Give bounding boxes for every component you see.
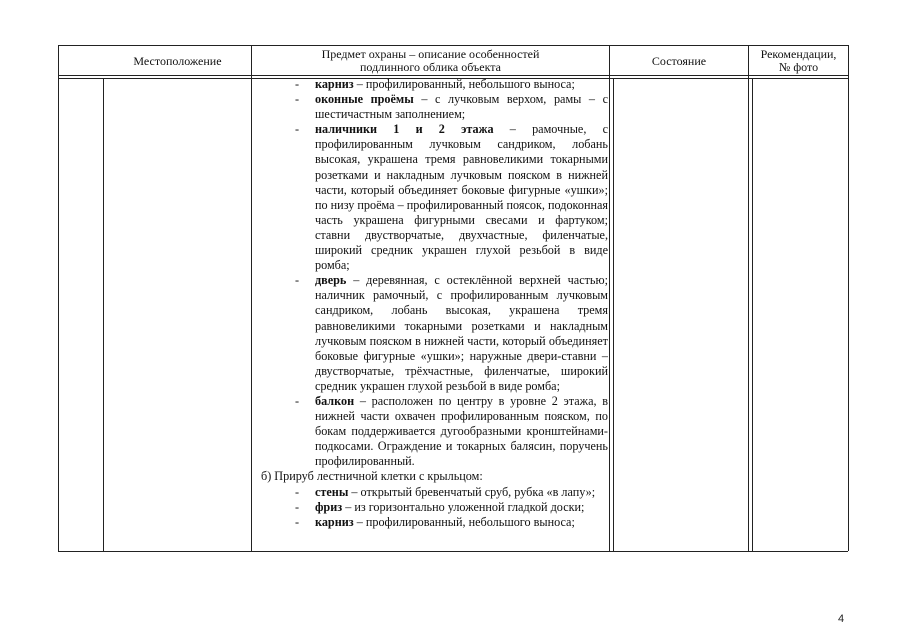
item-term: стены (315, 484, 349, 499)
item-text: – с лучковым верхом, рамы – с шестичастным заполнением; (315, 92, 608, 122)
location-column-divider (251, 45, 252, 551)
header-location (104, 45, 251, 77)
list-item (257, 485, 608, 500)
subject-column-divider (609, 45, 610, 551)
header-subject-line2: подлинного облика объекта (360, 60, 501, 74)
subsection-heading: б) Прируб лестничной клетки с крыльцом: (261, 469, 483, 484)
item-text: – расположен по центру в уровне 2 этажа, в нижней части охвачен профилированным пояском, по бокам поддерживается дугообразными кронштейнами-подкосами. Ограждение и токарных балясин, поручень профилированный. (315, 393, 608, 469)
header-subject (252, 45, 609, 77)
list-item (257, 92, 608, 122)
item-term: наличники 1 и 2 этажа (315, 122, 494, 137)
header-recommendations-line2: № фото (778, 60, 819, 74)
header-recommendations-line1: Рекомендации, (760, 47, 837, 61)
subject-description (257, 77, 608, 572)
first-column-divider (103, 78, 104, 551)
item-text: – деревянная, с остеклённой верхней частью; наличник рамочный, с профилированным лучковым сандриком, лобань высокая, украшена тремя равновеликими токарными розетками и накладным лучковым пояском в нижней части, который объединяет боковые фигурные «ушки»; наружные двери-ставни – двустворчатые, трёхчастные, филенчатые, широкий средник украшен глухой резьбой в виде ромба; (315, 273, 608, 393)
item-term: фриз (315, 499, 343, 514)
page-number: 4 (838, 613, 845, 625)
header-location-text: Местоположение (133, 53, 222, 68)
list-item (257, 515, 608, 530)
condition-column-divider (748, 45, 749, 551)
table-right-border (848, 45, 849, 551)
item-term: карниз (315, 514, 354, 529)
item-text: – рамочные, с профилированным лучковым сандриком, лобань высокая, украшена тремя равновеликими токарными розетками и накладным лучковым пояском в нижней части, который объединяет боковые фигурные «ушки»; по низу проёма – профилированный поясок, подоконная часть украшена фигурными свесами и фартуком; ставни двустворчатые, двухчастные, филенчатые, широкий средник украшен глухой резьбой в виде ромба; (315, 122, 608, 273)
list-item (257, 394, 608, 469)
item-text: – из горизонтально уложенной гладкой доски; (342, 499, 585, 514)
item-text: – профилированный, небольшого выноса; (353, 77, 575, 91)
list-item (257, 122, 608, 273)
list-item (257, 500, 608, 515)
document-table (58, 45, 848, 572)
item-text: – профилированный, небольшого выноса; (353, 514, 575, 529)
item-term: балкон (315, 393, 355, 408)
list-item (257, 77, 608, 92)
header-condition (610, 45, 748, 77)
item-text: – открытый бревенчатый сруб, рубка «в лапу»; (348, 484, 596, 499)
table-left-border (58, 45, 59, 551)
condition-column-divider-inner (752, 78, 753, 551)
list-item (257, 273, 608, 394)
item-term: оконные проёмы (315, 92, 414, 107)
item-term: карниз (315, 77, 354, 91)
item-term: дверь (315, 273, 347, 288)
header-recommendations (749, 45, 848, 77)
header-subject-line1: Предмет охраны – описание особенностей (321, 47, 540, 61)
header-condition-text: Состояние (651, 53, 707, 68)
subject-column-divider-inner (613, 78, 614, 551)
